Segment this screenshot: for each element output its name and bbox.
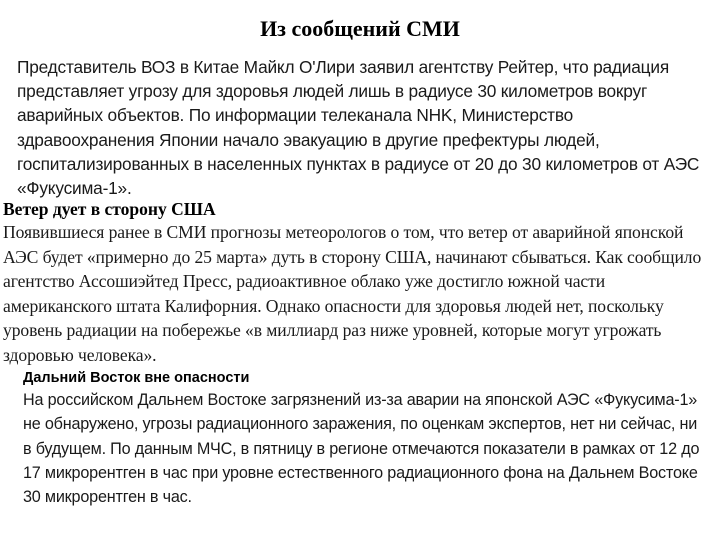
paragraph-who-statement: Представитель ВОЗ в Китае Майкл О'Лири заявил агентству Рейтер, что радиация представляет угрозу для здоровья людей лишь в радиусе 30 километров вокруг аварийных объектов. По информации телеканала NHK, Министерство здравоохранения Японии начало эвакуацию в другие префектуры людей, госпитализированных в населенных пунктах в радиусе от 20 до 30 километров от АЭС «Фукусима-1».: [17, 57, 700, 199]
heading-far-east: Дальний Восток вне опасности: [23, 370, 250, 386]
paragraph-wind-usa: Появившиеся ранее в СМИ прогнозы метеорологов о том, что ветер от аварийной японской АЭС будет «примерно до 25 марта» дуть в сторону США, начинают сбываться. Как сообщило агентство Ассошиэйтед Пресс, радиоактивное облако уже достигло южной части американского штата Калифорния. Однако опасности для здоровья людей нет, поскольку уровень радиации на побережье «в миллиард раз ниже уровней, которые могут угрожать здоровью человека».: [3, 222, 702, 365]
paragraph-far-east: На российском Дальнем Востоке загрязнений из-за аварии на японской АЭС «Фукусима-1» не обнаружено, угрозы радиационного заражения, по оценкам экспертов, нет ни сейчас, ни в будущем. По данным МЧС, в пятницу в регионе отмечаются показатели в рамках от 12 до 17 микрорентген в час при уровне естественного радиационного фона на Дальнем Востоке 30 микрорентген в час.: [23, 391, 700, 507]
page-title: Из сообщений СМИ: [260, 16, 460, 41]
heading-wind-usa: Ветер дует в сторону США: [3, 199, 216, 219]
